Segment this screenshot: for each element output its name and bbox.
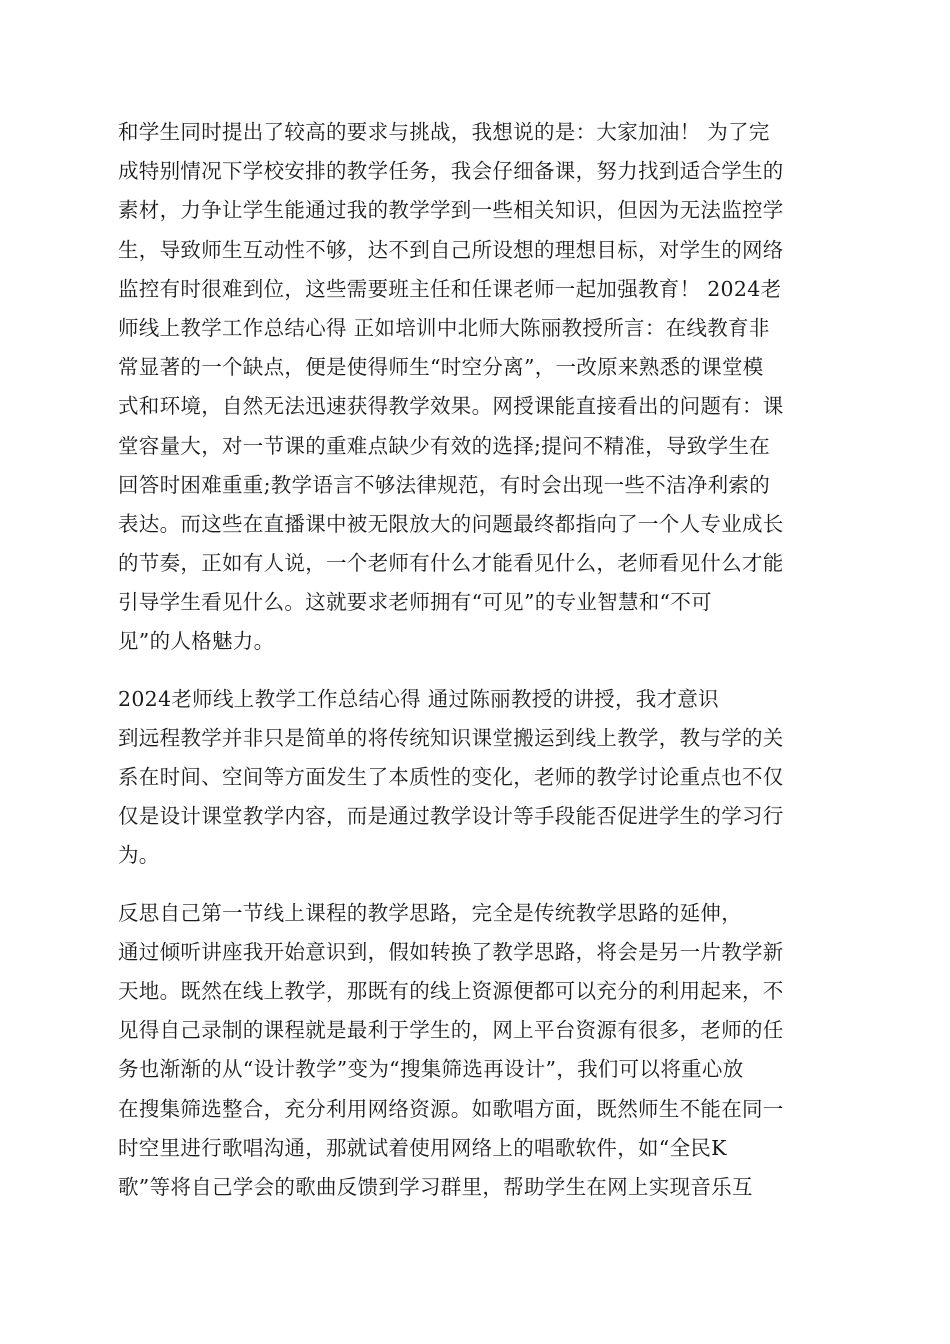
text-line: 回答时困难重重;教学语言不够法律规范，有时会出现一些不洁净利索的 [118, 472, 771, 497]
text-line: 通过倾听讲座我开始意识到，假如转换了教学思路，将会是另一片教学新 [118, 939, 784, 964]
text-line: 引导学生看见什么。这就要求老师拥有“可见”的专业智慧和“不可 [118, 590, 712, 615]
text-line: 式和环境，自然无法迅速获得教学效果。网授课能直接看出的问题有：课 [118, 394, 784, 419]
text-line: 监控有时很难到位，这些需要班主任和任课老师一起加强教育！ 2024老 [118, 276, 782, 301]
text-line: 师线上教学工作总结心得 正如培训中北师大陈丽教授所言：在线教育非 [118, 315, 770, 340]
text-line: 反思自己第一节线上课程的教学思路，完全是传统教学思路的延伸， [118, 900, 742, 925]
text-line: 生，导致师生互动性不够，达不到自己所设想的理想目标，对学生的网络 [118, 237, 784, 262]
text-line: 系在时间、空间等方面发生了本质性的变化，老师的教学讨论重点也不仅 [118, 765, 784, 789]
text-line: 表达。而这些在直播课中被无限放大的问题最终都指向了一个人专业成长 [118, 511, 784, 536]
paragraph-2 [118, 680, 838, 876]
paragraph-1 [118, 113, 838, 662]
text-line: 为。 [118, 843, 160, 868]
text-line: 常显著的一个缺点，便是使得师生“时空分离”，一改原来熟悉的课堂模 [118, 355, 764, 380]
text-line: 和学生同时提出了较高的要求与挑战，我想说的是：大家加油！ 为了完 [118, 120, 770, 144]
text-line: 在搜集筛选整合，充分利用网络资源。如歌唱方面，既然师生不能在同一 [118, 1096, 784, 1121]
text-line: 见得自己录制的课程就是最利于学生的，网上平台资源有很多，老师的任 [118, 1018, 784, 1043]
text-line: 素材，力争让学生能通过我的教学学到一些相关知识，但因为无法监控学 [118, 198, 784, 223]
text-line: 到远程教学并非只是简单的将传统知识课堂搬运到线上教学，教与学的关 [118, 725, 784, 750]
text-line: 天地。既然在线上教学，那既有的线上资源便都可以充分的利用起来，不 [118, 978, 784, 1003]
text-line: 见”的人格魅力。 [118, 629, 275, 654]
document-page [118, 113, 838, 1207]
text-line: 成特别情况下学校安排的教学任务，我会仔细备课，努力找到适合学生的 [118, 159, 784, 184]
text-line: 时空里进行歌唱沟通，那就试着使用网络上的唱歌软件，如“全民K [118, 1135, 727, 1160]
text-line: 歌”等将自己学会的歌曲反馈到学习群里，帮助学生在网上实现音乐互 [118, 1174, 753, 1199]
text-line: 堂容量大，对一节课的重难点缺少有效的选择;提问不精准，导致学生在 [118, 433, 771, 458]
paragraph-3 [118, 894, 838, 1208]
text-line: 务也渐渐的从“设计教学”变为“搜集筛选再设计”，我们可以将重心放 [118, 1057, 744, 1082]
text-line: 仅是设计课堂教学内容，而是通过教学设计等手段能否促进学生的学习行 [118, 804, 784, 829]
text-line: 2024老师线上教学工作总结心得 通过陈丽教授的讲授，我才意识 [118, 686, 719, 711]
text-line: 的节奏，正如有人说，一个老师有什么才能看见什么，老师看见什么才能 [118, 551, 784, 576]
